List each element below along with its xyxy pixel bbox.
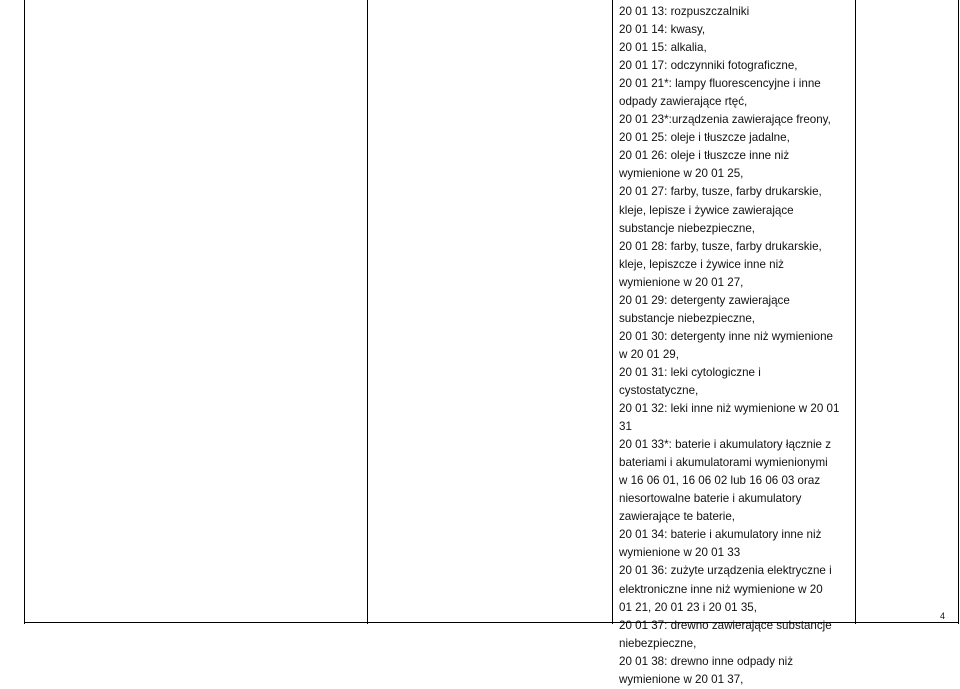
waste-code-line: niesortowalne baterie i akumulatory — [619, 492, 802, 506]
waste-code-line: 20 01 29: detergenty zawierające — [619, 293, 790, 307]
waste-code-line: substancje niebezpieczne, — [619, 311, 755, 325]
waste-code-line: bateriami i akumulatorami wymienionymi — [619, 456, 828, 470]
waste-code-line: 20 01 36: zużyte urządzenia elektryczne i — [619, 564, 832, 578]
waste-code-line: elektroniczne inne niż wymienione w 20 — [619, 582, 823, 596]
table-divider-2 — [612, 0, 613, 624]
waste-code-line: 20 01 28: farby, tusze, farby drukarskie, — [619, 239, 822, 253]
waste-code-line: kleje, lepisze i żywice zawierające — [619, 203, 794, 217]
waste-code-line: 20 01 33*: baterie i akumulatory łącznie z — [619, 438, 832, 452]
table-divider-1 — [367, 0, 368, 624]
waste-code-line: wymienione w 20 01 33 — [619, 546, 741, 560]
table-border-left — [24, 0, 25, 624]
waste-code-list — [619, 3, 851, 689]
waste-code-line: 20 01 34: baterie i akumulatory inne niż — [619, 528, 822, 542]
waste-code-line: w 20 01 29, — [619, 347, 679, 361]
waste-code-line: substancje niebezpieczne, — [619, 221, 755, 235]
waste-code-line: 31 — [619, 420, 632, 434]
waste-code-line: 20 01 13: rozpuszczalniki — [619, 5, 750, 18]
waste-code-line: w 16 06 01, 16 06 02 lub 16 06 03 oraz — [619, 474, 821, 488]
waste-code-line: 20 01 26: oleje i tłuszcze inne niż — [619, 149, 790, 163]
waste-code-line: 20 01 15: alkalia, — [619, 41, 707, 55]
waste-code-line: 20 01 27: farby, tusze, farby drukarskie, — [619, 185, 822, 199]
waste-code-line: 20 01 38: drewno inne odpady niż — [619, 654, 794, 668]
waste-code-line: 20 01 21*: lampy fluorescencyjne i inne — [619, 77, 821, 91]
waste-code-line: odpady zawierające rtęć, — [619, 95, 748, 109]
page-number: 4 — [940, 611, 946, 621]
waste-code-line: 20 01 31: leki cytologiczne i — [619, 365, 761, 379]
waste-code-line: 20 01 30: detergenty inne niż wymienione — [619, 329, 833, 343]
waste-code-line: cystostatyczne, — [619, 383, 699, 397]
waste-code-line: 20 01 23*:urządzenia zawierające freony, — [619, 113, 831, 127]
waste-code-line: 20 01 32: leki inne niż wymienione w 20 01 — [619, 402, 840, 416]
waste-code-line: wymienione w 20 01 37, — [619, 672, 744, 686]
waste-code-line: wymienione w 20 01 25, — [619, 167, 744, 181]
waste-code-line: 20 01 17: odczynniki fotograficzne, — [619, 59, 798, 73]
table-divider-3 — [855, 0, 856, 624]
waste-code-line: zawierające te baterie, — [619, 510, 735, 524]
table-border-right — [958, 0, 959, 624]
waste-code-line: kleje, lepiszcze i żywice inne niż — [619, 257, 784, 271]
waste-code-line: 01 21, 20 01 23 i 20 01 35, — [619, 600, 757, 614]
waste-code-line: 20 01 37: drewno zawierające substancje — [619, 618, 832, 632]
waste-code-line: 20 01 25: oleje i tłuszcze jadalne, — [619, 131, 790, 145]
waste-code-line: niebezpieczne, — [619, 636, 697, 650]
waste-code-line: 20 01 14: kwasy, — [619, 23, 706, 37]
waste-code-line: wymienione w 20 01 27, — [619, 275, 744, 289]
